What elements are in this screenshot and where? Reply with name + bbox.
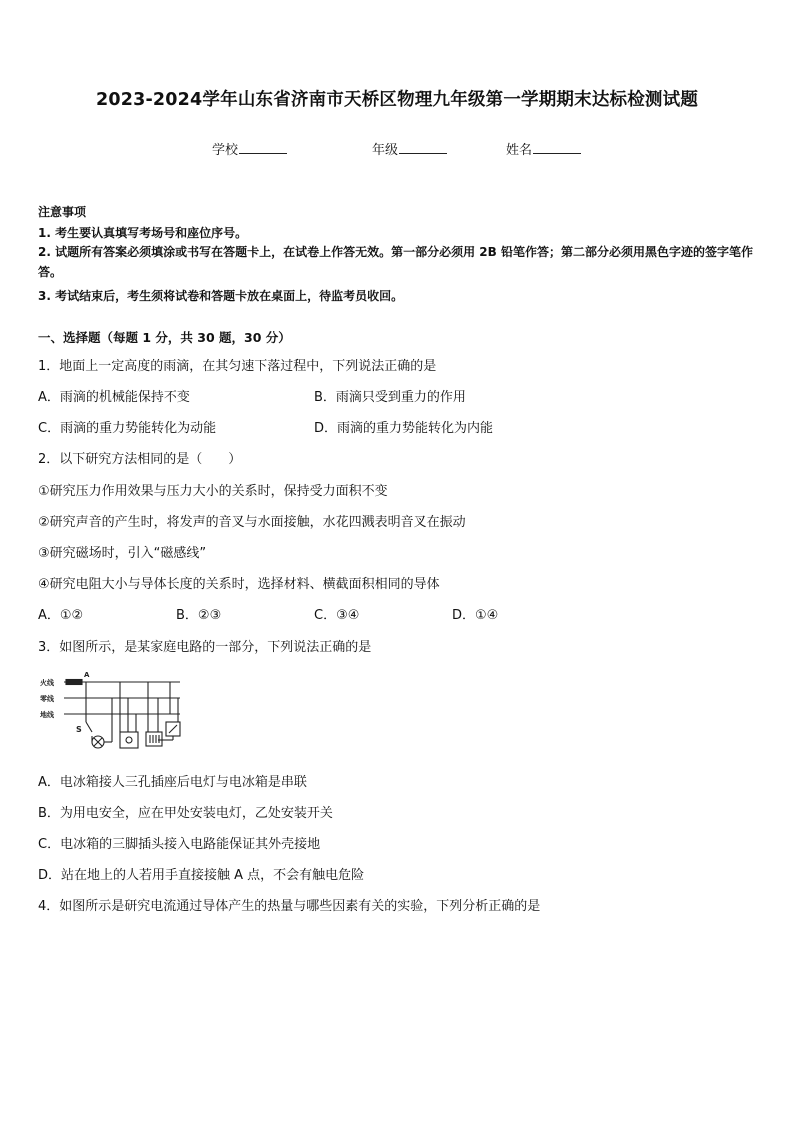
q2-option-a: A．①② [38, 608, 84, 623]
q1-option-d: D．雨滴的重力势能转化为内能 [314, 421, 494, 436]
q3-option-a: A．电冰箱接人三孔插座后电灯与电冰箱是串联 [38, 775, 307, 790]
circuit-diagram [40, 666, 190, 756]
q2-item-4: ④研究电阻大小与导体长度的关系时，选择材料、横截面积相同的导体 [38, 577, 440, 592]
live-wire-label: 火线 [40, 679, 54, 687]
q2-option-d: D．①④ [452, 608, 499, 623]
page-title: 2023-2024学年山东省济南市天桥区物理九年级第一学期期末达标检测试题 [95, 90, 699, 110]
q2-option-c: C．③④ [314, 608, 360, 623]
q3-option-d: D．站在地上的人若用手直接接触 A 点，不会有触电危险 [38, 868, 365, 883]
q1-option-a: A．雨滴的机械能保持不变 [38, 390, 190, 405]
name-label: 姓名 [506, 143, 533, 158]
note-item-2: 2. 试题所有答案必须填涂或书写在答题卡上，在试卷上作答无效。第一部分必须用 2B 铅笔作答；第二部分必须用黑色字迹的签字笔作答。 [38, 245, 753, 279]
point-a-label: A [84, 671, 90, 679]
q4-stem: 4．如图所示是研究电流通过导体产生的热量与哪些因素有关的实验，下列分析正确的是 [38, 899, 541, 914]
school-blank [239, 141, 287, 154]
q2-item-2: ②研究声音的产生时，将发声的音叉与水面接触，水花四溅表明音叉在振动 [38, 515, 466, 530]
note-item-3: 3. 考试结束后，考生须将试卷和答题卡放在桌面上，待监考员收回。 [38, 289, 404, 303]
q1-stem: 1．地面上一定高度的雨滴，在其匀速下落过程中，下列说法正确的是 [38, 359, 437, 374]
section-heading: 一、选择题（每题 1 分，共 30 题，30 分） [38, 330, 291, 345]
switch-label: S [76, 725, 82, 734]
grade-blank [399, 141, 447, 154]
q2-item-3: ③研究磁场时，引入“磁感线” [38, 546, 207, 561]
name-blank [533, 141, 581, 154]
name-field [506, 139, 581, 158]
q2-item-1: ①研究压力作用效果与压力大小的关系时，保持受力面积不变 [38, 484, 388, 499]
q3-stem: 3．如图所示，是某家庭电路的一部分，下列说法正确的是 [38, 640, 372, 655]
q2-option-b: B．②③ [176, 608, 222, 623]
school-field [212, 139, 287, 158]
q3-option-c: C．电冰箱的三脚插头接入电路能保证其外壳接地 [38, 837, 321, 852]
school-label: 学校 [212, 143, 239, 158]
notes-heading: 注意事项 [38, 205, 87, 219]
ground-wire-label: 地线 [40, 711, 54, 719]
q1-option-c: C．雨滴的重力势能转化为动能 [38, 421, 217, 436]
q2-stem: 2．以下研究方法相同的是（ ） [38, 452, 242, 467]
neutral-wire-label: 零线 [40, 695, 54, 703]
grade-field [372, 139, 447, 158]
q3-option-b: B．为用电安全，应在甲处安装电灯，乙处安装开关 [38, 806, 333, 821]
note-item-1: 1. 考生要认真填写考场号和座位序号。 [38, 226, 248, 240]
grade-label: 年级 [372, 143, 399, 158]
q1-option-b: B．雨滴只受到重力的作用 [314, 390, 466, 405]
